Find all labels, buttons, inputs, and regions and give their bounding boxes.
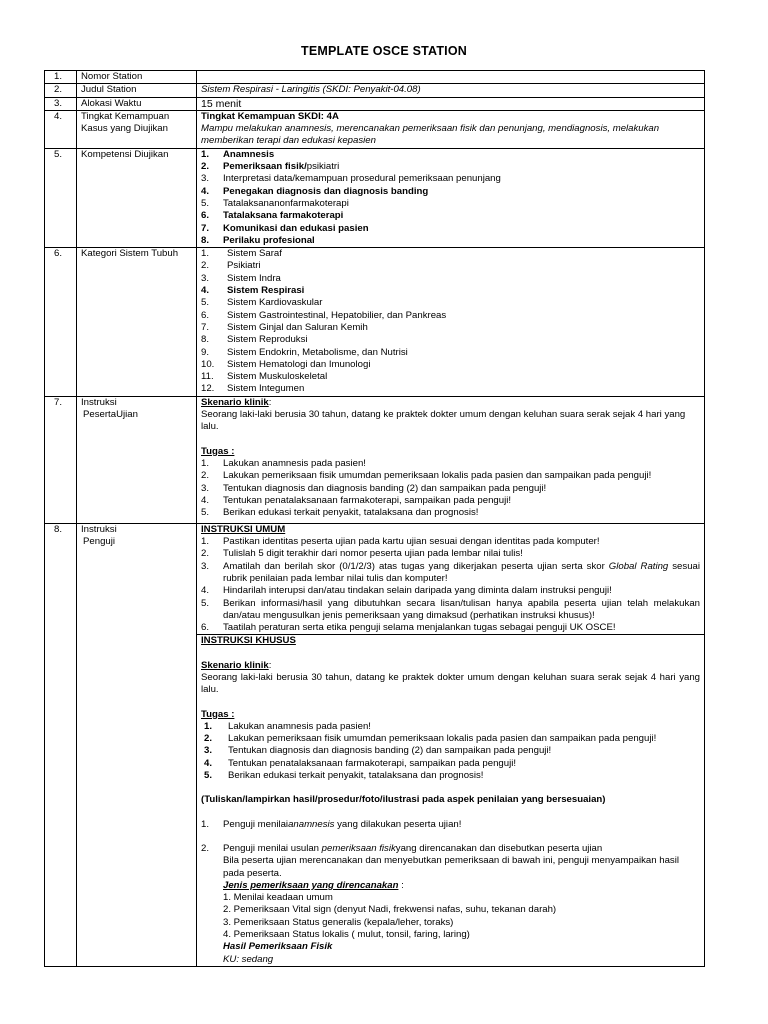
- row-label: [77, 110, 197, 148]
- row-alokasi-waktu: [45, 97, 705, 110]
- row-label: Alokasi Waktu: [77, 97, 197, 110]
- planned-exam-heading: Jenis pemeriksaan yang direncanakan :: [223, 879, 404, 891]
- list-item: 11. Sistem Muskuloskeletal: [201, 371, 328, 383]
- list-item: 1. Penguji menilaianamnesis yang dilakukan peserta ujian!: [201, 818, 462, 830]
- list-item: 2. Pemeriksaan fisik/psikiatri: [201, 161, 340, 173]
- row-label-line: Penguji: [83, 536, 116, 548]
- task-heading: Tugas :: [201, 445, 235, 457]
- list-item: 6. Sistem Gastrointestinal, Hepatobilier, dan Pankreas: [201, 309, 447, 321]
- task-list: [201, 721, 700, 782]
- planned-exam-item: 4. Pemeriksaan Status lokalis ( mulut, tonsil, faring, laring): [223, 929, 470, 941]
- list-item: 5. Sistem Kardiovaskular: [201, 297, 323, 309]
- list-item: 2. Psikiatri: [201, 260, 261, 272]
- row-label: [77, 523, 197, 966]
- row-label-line: Instruksi: [81, 396, 117, 408]
- assessment-list: [201, 819, 700, 831]
- scenario-text: Seorang laki-laki berusia 30 tahun, datang ke praktek dokter umum dengan keluhan suara serak sejak 4 hari yang lalu.: [201, 409, 686, 433]
- task-list: [201, 458, 700, 519]
- competency-list: [201, 149, 700, 247]
- row-number: 5.: [45, 148, 77, 247]
- general-instructions-heading: INSTRUKSI UMUM: [201, 523, 286, 535]
- row-label-line: Instruksi: [81, 523, 117, 535]
- list-item: 2. Penguji menilai usulan pemeriksaan fisikyang direncanakan dan disebutkan peserta ujian: [201, 842, 603, 854]
- row-number: 6.: [45, 248, 77, 397]
- row-kategori-sistem-tubuh: [45, 248, 705, 397]
- row-value: [197, 71, 705, 84]
- list-item: 3. Sistem Indra: [201, 272, 281, 284]
- scenario-heading: Skenario klinik:: [201, 659, 272, 671]
- assessment-list: [201, 843, 700, 855]
- list-item: 7. Komunikasi dan edukasi pasien: [201, 222, 369, 234]
- row-value: [197, 396, 705, 523]
- row-label: Judul Station: [77, 84, 197, 97]
- physical-exam-results-heading: Hasil Pemeriksaan Fisik: [223, 941, 333, 953]
- row-label: Kategori Sistem Tubuh: [77, 248, 197, 397]
- planned-exam-item: 3. Pemeriksaan Status generalis (kepala/leher, toraks): [223, 916, 454, 928]
- row-number: 1.: [45, 71, 77, 84]
- row-number: 2.: [45, 84, 77, 97]
- row-number: 8.: [45, 523, 77, 966]
- scenario-text: Seorang laki-laki berusia 30 tahun, datang ke praktek dokter umum dengan keluhan suara serak sejak 4 hari yang lalu.: [201, 671, 700, 696]
- list-item: 1. Lakukan anamnesis pada pasien!: [204, 720, 371, 732]
- general-condition-result: KU: sedang: [223, 953, 274, 965]
- row-value: 15 menit: [197, 97, 705, 110]
- row-value: [197, 248, 705, 397]
- planned-exam-item: 2. Pemeriksaan Vital sign (denyut Nadi, frekwensi nafas, suhu, tekanan darah): [223, 904, 557, 916]
- row-label: [77, 396, 197, 523]
- row-instruksi-penguji: [45, 523, 705, 635]
- list-item: 3. Interpretasi data/kemampuan prosedural pemeriksaan penunjang: [201, 173, 501, 185]
- list-item: 1. Lakukan anamnesis pada pasien!: [201, 457, 366, 469]
- list-item: 8. Sistem Reproduksi: [201, 334, 308, 346]
- list-item: 6. Tatalaksana farmakoterapi: [201, 210, 344, 222]
- list-item: 2. Tulislah 5 digit terakhir dari nomor peserta ujian pada lembar nilai tulis!: [201, 548, 523, 560]
- row-value: [197, 110, 705, 148]
- row-number: 4.: [45, 110, 77, 148]
- row-label-line: PesertaUjian: [83, 409, 138, 421]
- row-kompetensi-diujikan: [45, 148, 705, 247]
- scenario-heading: Skenario klinik:: [201, 396, 272, 408]
- list-item: 2. Lakukan pemeriksaan fisik umumdan pemeriksaan lokalis pada pasien dan sampaikan pada penguji!: [204, 733, 657, 745]
- list-item: 3. Tentukan diagnosis dan diagnosis banding (2) dan sampaikan pada penguji!: [204, 745, 552, 757]
- list-item: 1. Anamnesis: [201, 148, 275, 160]
- row-value: [197, 148, 705, 247]
- list-item: 4. Sistem Respirasi: [201, 285, 305, 297]
- list-item: 6. Taatilah peraturan serta etika penguji selama menjalankan tugas sebagai penguji UK OSCE!: [201, 622, 616, 634]
- planned-exam-item: 1. Menilai keadaan umum: [223, 892, 333, 904]
- special-instructions: [197, 635, 705, 967]
- row-label: Kompetensi Diujikan: [77, 148, 197, 247]
- skdi-level-description: Mampu melakukan anamnesis, merencanakan pemeriksaan fisik dan penunjang, mendiagnosis, melakukan memberikan terapi dan edukasi kepasien: [201, 123, 660, 147]
- list-item: 10. Sistem Hematologi dan Imunologi: [201, 358, 371, 370]
- list-item: 8. Perilaku profesional: [201, 234, 315, 246]
- osce-station-table: [44, 70, 705, 967]
- list-item: 3. Tentukan diagnosis dan diagnosis banding (2) dan sampaikan pada penguji!: [201, 482, 547, 494]
- row-label: Nomor Station: [77, 71, 197, 84]
- page-title: TEMPLATE OSCE STATION: [300, 44, 467, 58]
- row-nomor-station: [45, 71, 705, 84]
- list-item: 2. Lakukan pemeriksaan fisik umumdan pemeriksaan lokalis pada pasien dan sampaikan pada penguji!: [201, 470, 652, 482]
- task-heading: Tugas :: [201, 708, 235, 720]
- general-instructions: [197, 523, 705, 635]
- row-instruksi-peserta: [45, 396, 705, 523]
- list-item: 4. Hindarilah interupsi dan/atau tindakan selain daripada yang diminta dalam instruksi penguji!: [201, 585, 612, 597]
- row-tingkat-kemampuan: [45, 110, 705, 148]
- list-item: 5. Berikan edukasi terkait penyakit, tatalaksana dan prognosis!: [204, 770, 484, 782]
- list-item: 5. Tatalaksananonfarmakoterapi: [201, 197, 349, 209]
- list-item: 4. Tentukan penatalaksanaan farmakoterapi, sampaikan pada penguji!: [204, 757, 517, 769]
- assessment-explanation: Bila peserta ujian merencanakan dan menyebutkan pemeriksaan di bawah ini, penguji menyampaikan hasil pada peserta.: [223, 855, 679, 879]
- list-item: 12. Sistem Integumen: [201, 383, 305, 395]
- list-item: 3. Amatilah dan berilah skor (0/1/2/3) atas tugas yang dikerjakan peserta ujian serta skor Global Rating sesuai rubrik penilaian pada lembar nilai tulis dan komputer!: [201, 560, 700, 584]
- row-judul-station: [45, 84, 705, 97]
- skdi-level-heading: Tingkat Kemampuan SKDI: 4A: [201, 110, 339, 122]
- general-instruction-list: [201, 536, 700, 634]
- list-item: 1. Sistem Saraf: [201, 248, 282, 260]
- list-item: 7. Sistem Ginjal dan Saluran Kemih: [201, 321, 368, 333]
- list-item: 1. Pastikan identitas peserta ujian pada kartu ujian sesuai dengan identitas pada komputer!: [201, 536, 600, 548]
- list-item: 9. Sistem Endokrin, Metabolisme, dan Nutrisi: [201, 346, 408, 358]
- list-item: 4. Penegakan diagnosis dan diagnosis banding: [201, 185, 429, 197]
- row-number: 7.: [45, 396, 77, 523]
- row-label-line: Kasus yang Diujikan: [81, 123, 168, 135]
- list-item: 4. Tentukan penatalaksanaan farmakoterapi, sampaikan pada penguji!: [201, 494, 512, 506]
- attachment-note: (Tuliskan/lampirkan hasil/prosedur/foto/ilustrasi pada aspek penilaian yang bersesuaian): [201, 794, 606, 806]
- row-value: Sistem Respirasi - Laringitis (SKDI: Penyakit-04.08): [197, 84, 705, 97]
- row-label-line: Tingkat Kemampuan: [81, 110, 170, 122]
- body-system-list: [201, 248, 700, 396]
- special-instructions-heading: INSTRUKSI KHUSUS: [201, 635, 296, 647]
- list-item: 5. Berikan informasi/hasil yang dibutuhkan secara lisan/tulisan hanya apabila peserta ujian telah melakukan dan/atau mengusulkan jenis pemeriksaan yang dimaksud (perhatikan instruksi khusus)!: [201, 597, 700, 621]
- row-number: 3.: [45, 97, 77, 110]
- list-item: 5. Berikan edukasi terkait penyakit, tatalaksana dan prognosis!: [201, 507, 479, 519]
